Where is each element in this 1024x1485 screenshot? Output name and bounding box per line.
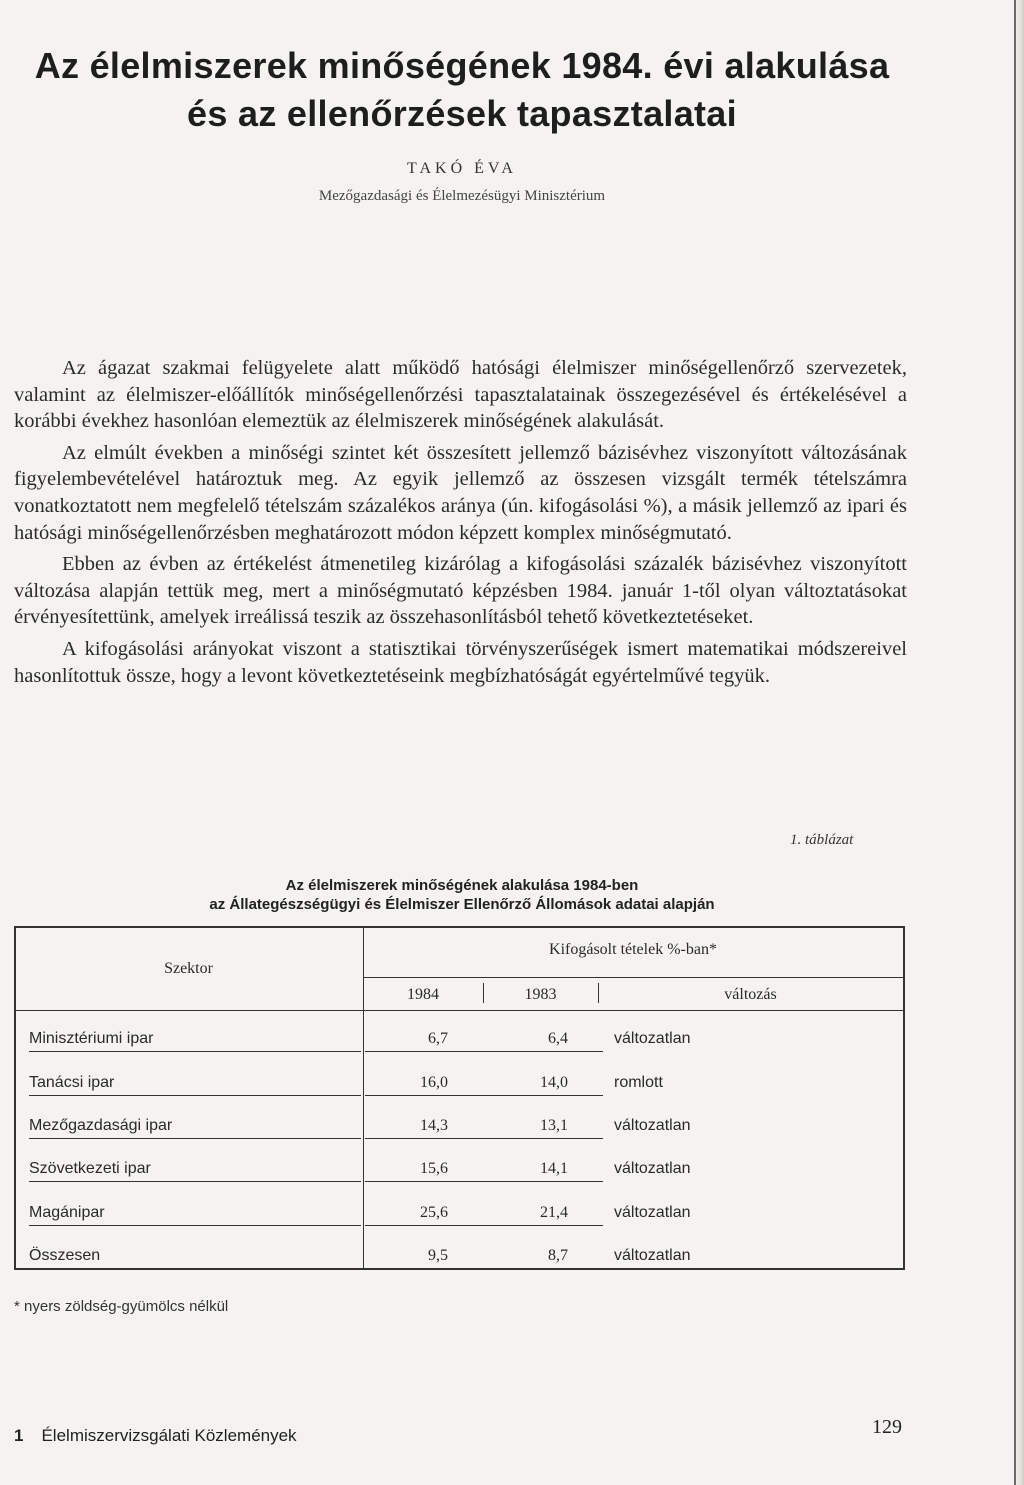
row-rule [29,1181,361,1182]
row-1983: 8,7 [548,1247,568,1264]
article-title [0,42,924,138]
row-rule [365,1138,603,1139]
row-sector: Minisztériumi ipar [29,1030,154,1047]
quality-table [14,926,905,1270]
table-top-rule [14,926,905,928]
header-1983: 1983 [524,986,557,1003]
row-rule [29,1051,361,1052]
row-change: változatlan [614,1247,691,1264]
row-1984: 14,3 [420,1117,448,1134]
table-footnote: * nyers zöldség-gyümölcs nélkül [14,1298,229,1315]
paragraph-4: A kifogásolási arányokat viszont a statisztikai törvényszerűségek ismert matematikai módszereivel hasonlítottuk össze, hogy a levont következtetéseink megbízhatóságát egyértelművé tegyük. [14,637,907,687]
journal-name: Élelmiszervizsgálati Közlemények [41,1426,297,1445]
row-1984: 6,7 [428,1030,448,1047]
table-right-rule [903,926,905,1270]
table-caption [0,876,924,914]
table-caption-line-2: az Állategészségügyi és Élelmiszer Ellenőrző Állomások adatai alapján [209,896,715,913]
row-sector: Mezőgazdasági ipar [29,1117,173,1134]
row-rule [365,1051,603,1052]
page-number: 129 [872,1416,902,1438]
row-sector: Tanácsi ipar [29,1074,115,1091]
row-rule [29,1225,361,1226]
row-change: változatlan [614,1117,691,1134]
page-border-line [1014,0,1016,1485]
row-sector: Szövetkezeti ipar [29,1160,151,1177]
paragraph-2: Az elmúlt években a minőségi szintet két összesített jellemző bázisévhez viszonyított változásának figyelembevételével határoztuk meg. Az egyik jellemző az összesen vizsgált termék tételszámra vonatkoztatott nem megfelelő tételszám százalékos aránya (ún. kifogásolási %), a másik jellemző az ipari és hatósági minőségellenőrzésben meghatározott módon képzett komplex minőségmutató. [14,441,907,544]
row-change: változatlan [614,1030,691,1047]
paragraph-1: Az ágazat szakmai felügyelete alatt működő hatósági élelmiszer minőségellenőrző szervezetek, valamint az élelmiszer-előállítók minőségellenőrzési tapasztalatainak összegezésével és értékelésével a korábbi évekhez hasonlóan elemeztük az élelmiszerek minőségének alakulását. [14,357,907,433]
paragraph-3: Ebben az évben az értékelést átmenetileg kizárólag a kifogásolási százalék bázisévhez viszonyított változása alapján tettük meg, mert a minőségmutató képzésben 1984. január 1-től olyan változtatásokat érvényesítettünk, amelyek irreálissá teszik az összehasonlításból tehető következtetéseket. [14,553,907,629]
row-1984: 15,6 [420,1160,448,1177]
row-sector: Összesen [29,1247,101,1264]
row-rule [365,1095,603,1096]
table-header-rule [14,1010,905,1011]
row-rule [365,1225,603,1226]
article-body [14,355,907,694]
header-group: Kifogásolt tételek %-ban* [549,941,717,958]
header-1984: 1984 [407,986,439,1003]
row-sector: Magánipar [29,1204,105,1221]
row-1983: 13,1 [540,1117,568,1134]
title-line-1: Az élelmiszerek minőségének 1984. évi alakulása [34,45,890,86]
row-change: változatlan [614,1204,691,1221]
row-rule [365,1181,603,1182]
row-rule [29,1138,361,1139]
row-change: változatlan [614,1160,691,1177]
author: TAKÓ ÉVA [407,160,517,177]
affiliation: Mezőgazdasági és Élelmezésügyi Minisztérium [318,188,606,204]
row-rule [29,1095,361,1096]
row-change: romlott [614,1074,663,1091]
table-number: 1. táblázat [790,832,854,848]
row-1984: 25,6 [420,1204,448,1221]
row-1984: 9,5 [428,1247,448,1264]
row-1984: 16,0 [420,1074,448,1091]
row-1983: 14,0 [540,1074,568,1091]
row-1983: 21,4 [540,1204,568,1221]
signature-number: 1 [14,1426,24,1445]
row-1983: 14,1 [540,1160,568,1177]
table-group-rule [363,977,903,978]
table-caption-line-1: Az élelmiszerek minőségének alakulása 1984-ben [285,877,639,894]
row-1983: 6,4 [548,1030,568,1047]
header-change: változás [724,986,777,1003]
header-sector: Szektor [164,960,213,977]
table-bottom-rule [14,1268,905,1270]
title-line-2: és az ellenőrzések tapasztalatai [187,93,737,134]
running-footer [14,1426,297,1446]
